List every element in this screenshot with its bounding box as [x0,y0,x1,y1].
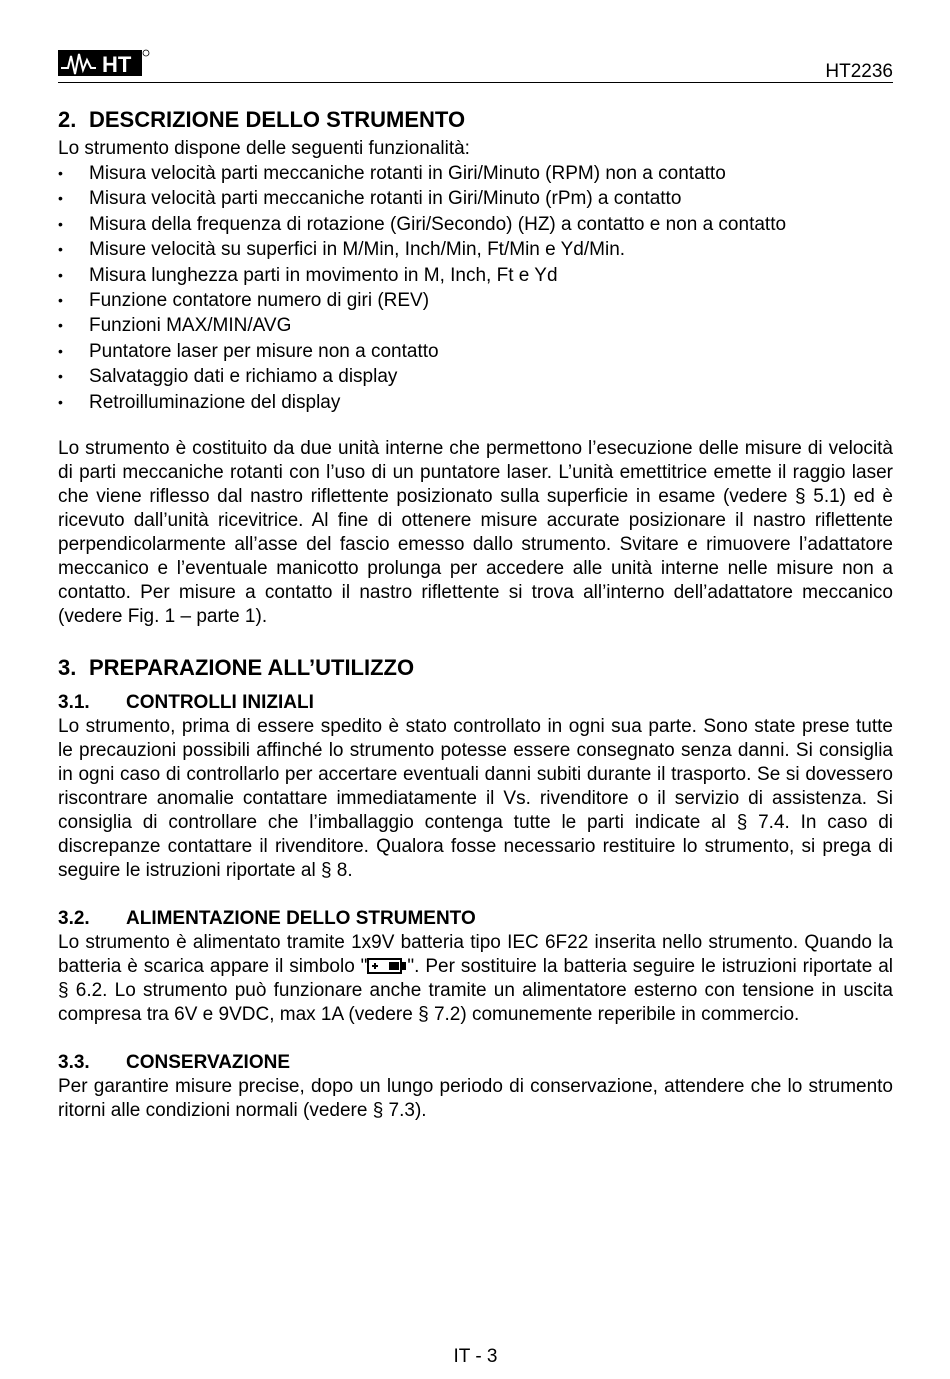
feature-list-item [58,161,893,186]
feature-list-item [58,364,893,389]
subsection-3-2-number: 3.2. [58,908,90,930]
bullet-icon: • [58,215,63,232]
feature-list-item [58,237,893,262]
subsection-3-1-text: Lo strumento, prima di essere spedito è stato controllato in ogni sua parte. Sono state prese tutte le precauzioni possibili affinché lo strumento potesse essere consegnato senza danni. Si consiglia in ogni caso di controllarlo per accertare eventuali danni subiti durante il trasporto. Se si dovessero riscontrare anomalie contattare immediatamente il Vs. rivenditore o il servizio di assistenza. Si consiglia di controllare che l’imballaggio contenga tutte le parti indicate al § 7.4. In caso di discrepanze contattare il rivenditore. Qualora fosse necessario restituire lo strumento, si prega di seguire le istruzioni riportate al § 8. [58,716,893,882]
feature-list-item [58,263,893,288]
feature-text: Misura velocità parti meccaniche rotanti in Giri/Minuto (RPM) non a contatto [89,163,726,184]
feature-list-item [58,288,893,313]
bullet-icon: • [58,317,63,334]
feature-text: Misura della frequenza di rotazione (Giri/Secondo) (HZ) a contatto e non a contatto [89,213,787,235]
feature-text: Funzione contatore numero di giri (REV) [89,290,430,312]
section-3-number: 3. [58,655,77,681]
bullet-icon: • [58,190,63,207]
subsection-3-3-title: CONSERVAZIONE [126,1052,290,1074]
bullet-icon: • [58,266,63,283]
feature-text: Puntatore laser per misure non a contatto [89,340,439,362]
section-2-paragraph: Lo strumento è costituito da due unità interne che permettono l’esecuzione delle misure di velocità di parti meccaniche rotanti con l’uso di un puntatore laser. L’unità emettitrice emette il raggio laser che viene riflesso dal nastro riflettente posizionato sulla superficie in esame (vedere § 5.1) ed è ricevuto dall’unità ricevitrice. Al fine di ottenere misure accurate posizionare il nastro riflettente perpendicolarmente all’asse del fascio emesso dallo strumento. Svitare e rimuovere l’adattatore meccanico e l’eventuale manicotto prolunga per accedere alle unità interne nelle misure non a contatto. Per misure a contatto il nastro riflettente si trova all’interno dell’adattatore meccanico (vedere Fig. 1 – parte 1). [58,438,893,628]
subsection-3-2-text [58,931,893,1027]
section-2-title: DESCRIZIONE DELLO STRUMENTO [89,107,466,132]
feature-text: Retroilluminazione del display [89,391,341,413]
page-number: IT - 3 [453,1346,498,1367]
bullet-icon: • [58,292,63,309]
subsection-3-2-text-after: ". Per sostituire la batteria seguire le istruzioni riportate al § 6.2. Lo strumento può funzionare anche tramite un alimentatore esterno con tensione in uscita compresa tra 6V e 9VDC, max 1A (vedere § 7.2) comunemente reperibile in commercio. [58,956,893,1026]
section-3-title: PREPARAZIONE ALL’UTILIZZO [89,655,415,681]
section-2-heading [58,105,893,135]
ht-logo [58,48,150,78]
header-divider [58,82,893,83]
bullet-icon: • [58,393,63,410]
battery-low-icon [367,958,407,974]
subsection-3-3-heading [58,1051,893,1075]
feature-list-item [58,313,893,338]
subsection-3-2-title: ALIMENTAZIONE DELLO STRUMENTO [126,908,476,930]
section-2-number: 2. [58,107,77,132]
feature-list [58,161,893,415]
subsection-3-3-text: Per garantire misure precise, dopo un lungo periodo di conservazione, attendere che lo strumento ritorni alle condizioni normali (vedere § 7.3). [58,1076,893,1122]
feature-list-item [58,390,893,415]
document-page [58,0,893,1379]
feature-text: Misure velocità su superfici in M/Min, Inch/Min, Ft/Min e Yd/Min. [89,239,626,261]
document-code: HT2236 [825,61,893,82]
bullet-icon: • [58,241,63,258]
feature-list-item [58,212,893,237]
subsection-3-1-number: 3.1. [58,692,90,714]
feature-list-item [58,186,893,211]
section-3-heading [58,653,893,683]
bullet-icon: • [58,342,63,359]
bullet-icon: • [58,368,63,385]
feature-list-item [58,339,893,364]
subsection-3-1-heading [58,691,893,715]
feature-text: Misura velocità parti meccaniche rotanti in Giri/Minuto (rPm) a contatto [89,188,682,210]
feature-text: Funzioni MAX/MIN/AVG [89,315,292,337]
svg-text:HT: HT [102,52,132,77]
feature-text: Salvataggio dati e richiamo a display [89,366,398,388]
subsection-3-3-number: 3.3. [58,1052,90,1074]
section-2-intro: Lo strumento dispone delle seguenti funzionalità: [58,138,470,159]
subsection-3-2-heading [58,907,893,931]
subsection-3-1-title: CONTROLLI INIZIALI [126,692,314,714]
bullet-icon: • [58,165,63,181]
subsection-3-2-text-before: Lo strumento è alimentato tramite 1x9V batteria tipo IEC 6F22 inserita nello strumento. Quando la batteria è scarica appare il simbolo " [58,932,893,978]
feature-text: Misura lunghezza parti in movimento in M, Inch, Ft e Yd [89,264,558,286]
